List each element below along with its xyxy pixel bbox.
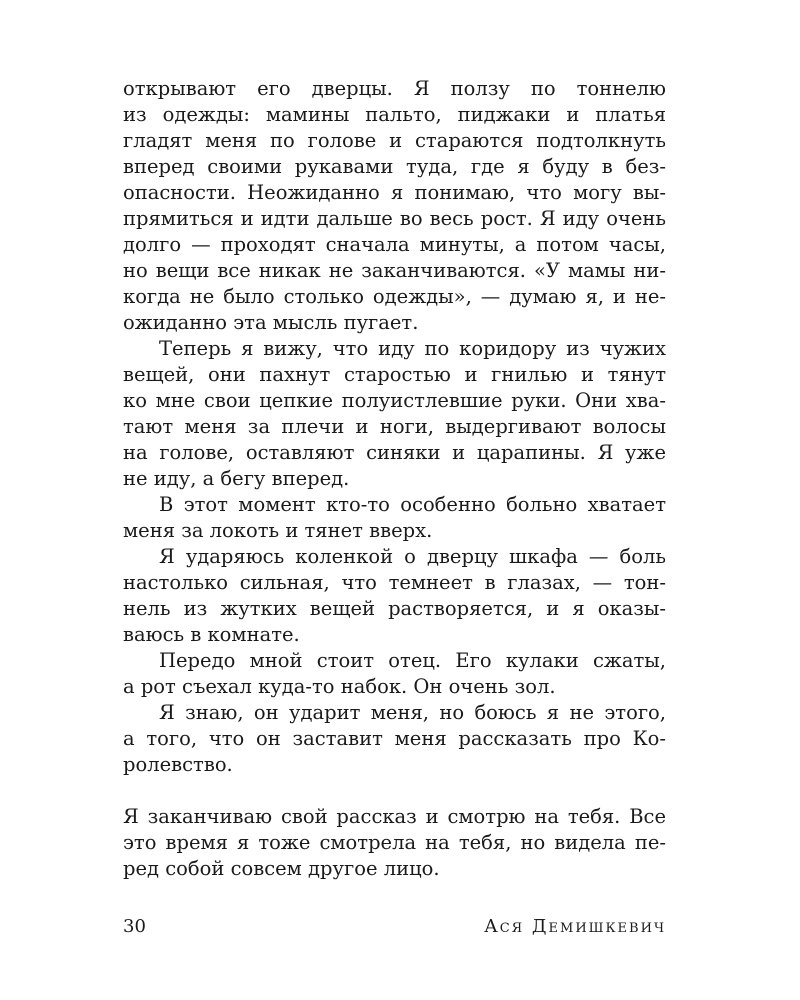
text-line-27: ролевство. bbox=[123, 753, 233, 776]
text-line-30: ред собой совсем другое лицо. bbox=[123, 857, 440, 880]
running-head-author: Ася Демишкевич bbox=[484, 916, 666, 937]
text-line-11: Теперь я вижу, что иду по коридору из чужих bbox=[159, 337, 666, 360]
text-line-7: долго — проходят сначала минуты, а потом часы, bbox=[123, 233, 666, 256]
text-line-9: когда не было столько одежды», — думаю я, и не- bbox=[123, 285, 666, 308]
text-line-25: Я знаю, он ударит меня, но боюсь я не этого, bbox=[159, 701, 666, 724]
text-line-21: нель из жутких вещей растворяется, и я оказы- bbox=[123, 597, 666, 620]
text-line-23: Передо мной стоит отец. Его кулаки сжаты, bbox=[159, 649, 666, 672]
text-line-18: меня за локоть и тянет вверх. bbox=[123, 519, 433, 542]
text-line-26: а того, что он заставит меня рассказать про Ко- bbox=[123, 727, 666, 750]
text-line-1: открывают его дверцы. Я ползу по тоннелю bbox=[123, 77, 666, 100]
text-line-3: гладят меня по голове и стараются подтолкнуть bbox=[123, 129, 666, 152]
text-line-22: ваюсь в комнате. bbox=[123, 623, 300, 646]
text-line-10: ожиданно эта мысль пугает. bbox=[123, 311, 419, 334]
text-line-24: а рот съехал куда-то набок. Он очень зол. bbox=[123, 675, 556, 698]
text-line-17: В этот момент кто-то особенно больно хватает bbox=[159, 493, 666, 516]
text-line-28: Я заканчиваю свой рассказ и смотрю на тебя. Все bbox=[123, 805, 666, 828]
text-line-20: настолько сильная, что темнеет в глазах, — тон- bbox=[123, 571, 666, 594]
text-line-15: на голове, оставляют синяки и царапины. Я уже bbox=[123, 441, 666, 464]
text-line-19: Я ударяюсь коленкой о дверцу шкафа — боль bbox=[159, 545, 666, 568]
text-line-16: не иду, а бегу вперед. bbox=[123, 467, 350, 490]
text-line-14: тают меня за плечи и ноги, выдергивают волосы bbox=[123, 415, 666, 438]
text-line-13: ко мне свои цепкие полуистлевшие руки. Они хва- bbox=[123, 389, 666, 412]
text-line-8: но вещи все никак не заканчиваются. «У мамы ни- bbox=[123, 259, 666, 282]
text-line-2: из одежды: мамины пальто, пиджаки и платья bbox=[123, 103, 666, 126]
text-line-5: опасности. Неожиданно я понимаю, что могу вы- bbox=[123, 181, 666, 204]
text-line-4: вперед своими рукавами туда, где я буду в без- bbox=[123, 155, 666, 178]
text-line-12: вещей, они пахнут старостью и гнилью и тянут bbox=[123, 363, 666, 386]
page-number: 30 bbox=[123, 916, 146, 937]
text-line-29: это время я тоже смотрела на тебя, но видела пе- bbox=[123, 831, 666, 854]
text-line-6: прямиться и идти дальше во весь рост. Я иду очень bbox=[123, 207, 666, 230]
